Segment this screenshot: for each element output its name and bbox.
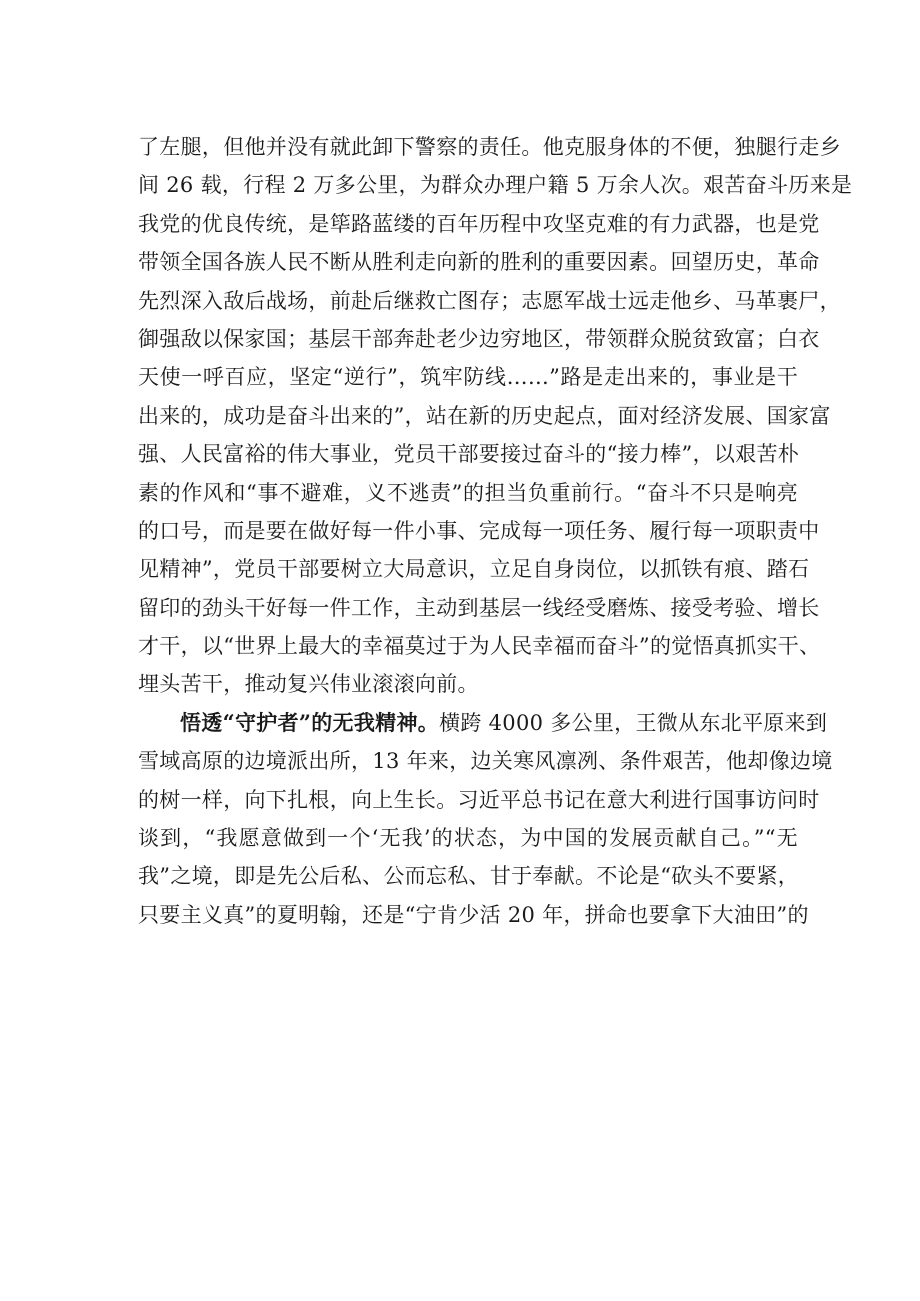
- text-line: 素的作风和“事不避难，义不逃责”的担当负重前行。“奋斗不只是响亮: [138, 480, 798, 505]
- text-line: 了左腿，但他并没有就此卸下警察的责任。他克服身体的不便，独腿行走乡: [138, 135, 841, 159]
- text-line: 我党的优良传统，是筚路蓝缕的百年历程中攻坚克难的有力武器，也是党: [138, 211, 820, 236]
- text-line: 天使一呼百应，坚定“逆行”，筑牢防线……”路是走出来的，事业是干: [138, 365, 798, 390]
- text-line: 雪域高原的边境派出所，13 年来，边关寒风凛冽、条件艰苦，他却像边境: [138, 749, 833, 774]
- text-span: 横跨 4000 多公里，王微从东北平原来到: [439, 710, 828, 735]
- text-line: 先烈深入敌后战场，前赴后继救亡图存；志愿军战士远走他乡、马革裹尸，: [138, 288, 841, 313]
- paragraph-heading: 悟透“守护者”的无我精神。: [180, 709, 440, 735]
- text-line: 埋头苦干，推动复兴伟业滚滚向前。: [138, 672, 479, 697]
- body-text: [138, 128, 853, 934]
- text-line: 留印的劲头干好每一件工作，主动到基层一线经受磨炼、接受考验、增长: [138, 595, 820, 620]
- paragraph-2: [138, 704, 833, 934]
- paragraph-1: [138, 128, 853, 704]
- text-line: 我”之境，即是先公后私、公而忘私、甘于奉献。不论是“砍头不要紧，: [138, 864, 800, 889]
- text-line: 带领全国各族人民不断从胜利走向新的胜利的重要因素。回望历史，革命: [138, 250, 820, 275]
- text-line: 的树一样，向下扎根，向上生长。习近平总书记在意大利进行国事访问时: [138, 787, 820, 812]
- text-line: 御强敌以保家国；基层干部奔赴老少边穷地区，带领群众脱贫致富；白衣: [138, 326, 820, 351]
- text-line: 出来的，成功是奋斗出来的”，站在新的历史起点，面对经济发展、国家富: [138, 403, 831, 428]
- text-line: 见精神”，党员干部要树立大局意识，立足自身岗位，以抓铁有痕、踏石: [138, 557, 810, 582]
- text-line: 间 26 载，行程 2 万多公里，为群众办理户籍 5 万余人次。艰苦奋斗历来是: [138, 173, 853, 198]
- text-line: 强、人民富裕的伟大事业，党员干部要接过奋斗的“接力棒”，以艰苦朴: [138, 442, 800, 467]
- text-line: 谈到，“我愿意做到一个‘无我’的状态，为中国的发展贡献自己。”“无: [138, 826, 798, 851]
- text-line-lead: [138, 704, 828, 742]
- text-line: 的口号，而是要在做好每一件小事、完成每一项任务、履行每一项职责中: [138, 518, 820, 543]
- text-line: 才干，以“世界上最大的幸福莫过于为人民幸福而奋斗”的觉悟真抓实干、: [138, 634, 821, 659]
- text-line: 只要主义真”的夏明翰，还是“宁肯少活 20 年，拼命也要拿下大油田”的: [138, 902, 809, 927]
